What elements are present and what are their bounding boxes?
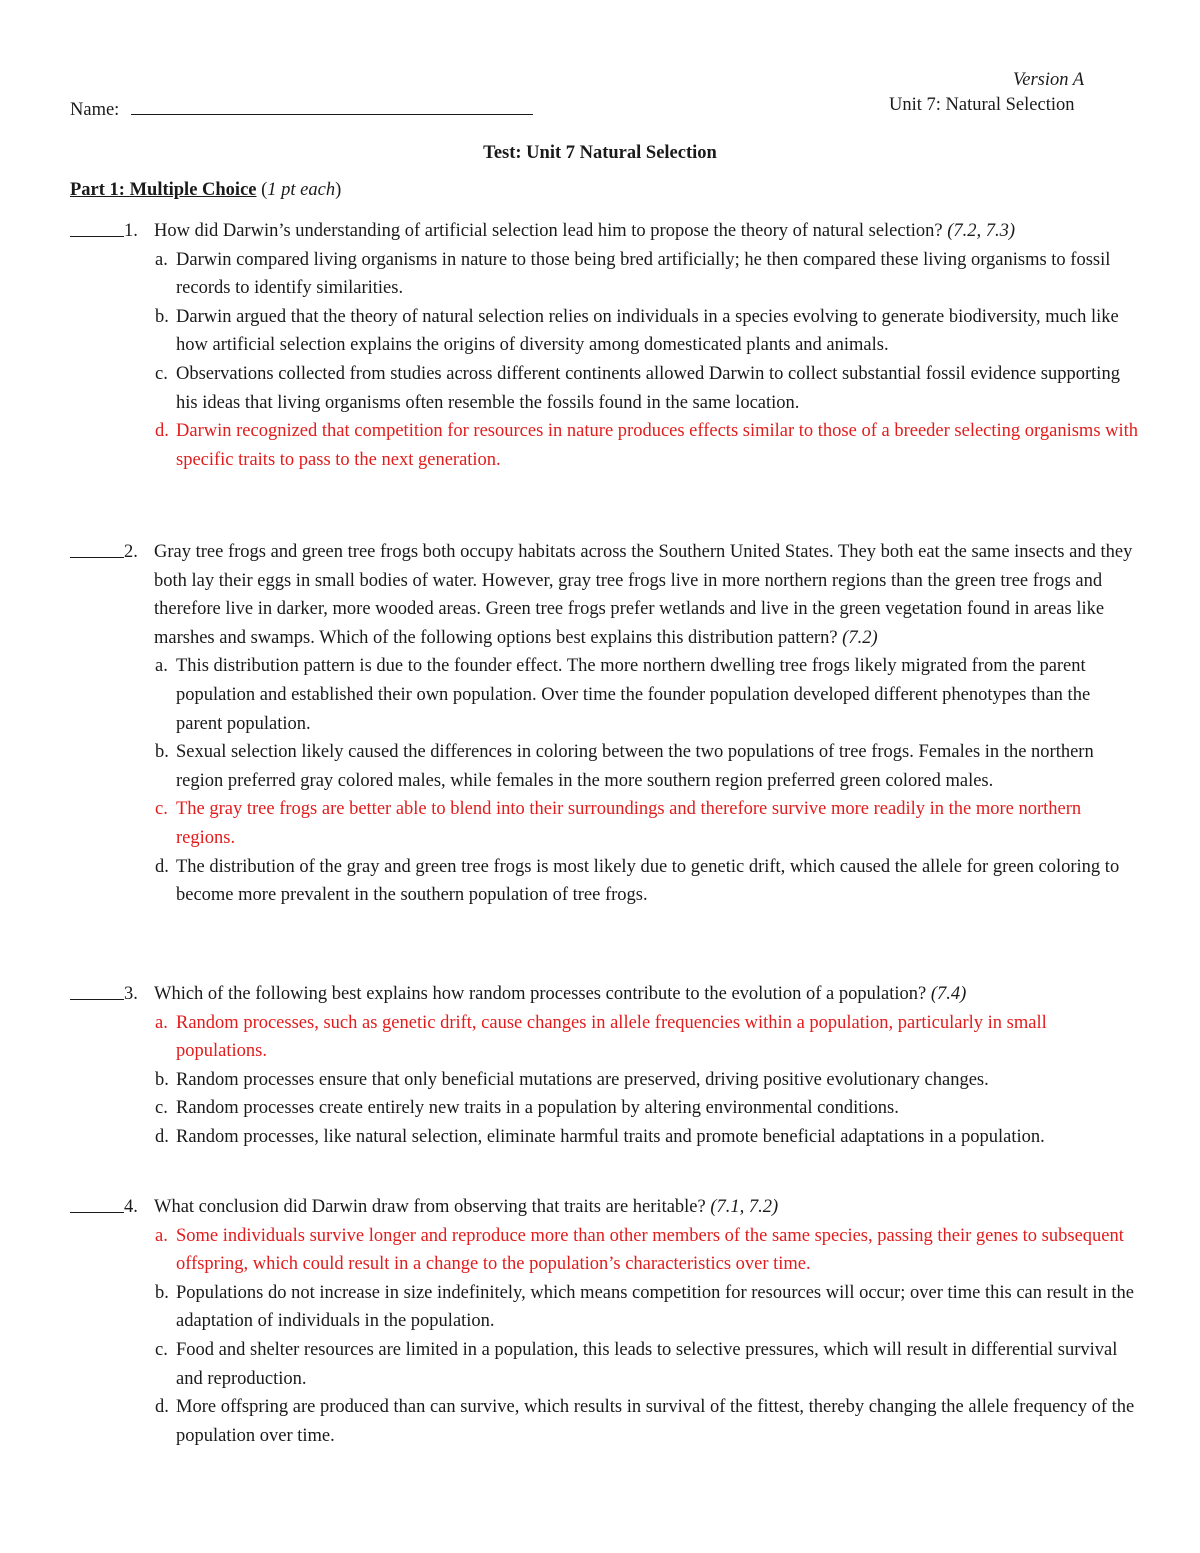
option-d-correct: d. Darwin recognized that competition for resources in nature produces effects similar to those of a breeder selecting organisms with specific traits to pass to the next generation.	[155, 421, 1139, 470]
standard-ref: (7.1, 7.2)	[710, 1197, 779, 1217]
version-label: Version A	[1013, 70, 1085, 90]
question-text: Gray tree frogs and green tree frogs both occupy habitats across the Southern United States. They both eat the same insects and they both lay their eggs in small bodies of water. However, gray tree frogs live in more northern regions than the green tree frogs and therefore live in darker, more wooded areas. Green tree frogs prefer wetlands and live in the green vegetation found in areas like marshes and swamps. Which of the following options best explains this distribution pattern? (7.2)	[154, 542, 1133, 648]
name-row	[70, 95, 533, 121]
part-title: Part 1: Multiple Choice	[70, 180, 257, 200]
points-open: (	[256, 180, 268, 200]
question-1	[70, 217, 1140, 474]
points-close: )	[335, 180, 342, 200]
standard-ref: (7.2)	[842, 627, 878, 648]
question-text: How did Darwin’s understanding of artificial selection lead him to propose the theory of natural selection? (7.2, 7.3)	[154, 221, 1016, 241]
answer-blank[interactable]	[70, 538, 124, 558]
question-text: What conclusion did Darwin draw from observing that traits are heritable? (7.1, 7.2)	[154, 1197, 779, 1217]
option-b: b. Darwin argued that the theory of natural selection relies on individuals in a species evolving to generate biodiversity, much like how artificial selection explains the origins of diversity among domesticated plants and animals.	[155, 306, 1119, 356]
option-c: c. Food and shelter resources are limited in a population, this leads to selective pressures, which will result in differential survival and reproduction.	[155, 1339, 1118, 1389]
answer-blank[interactable]	[70, 980, 124, 1000]
option-a: a. This distribution pattern is due to the founder effect. The more northern dwelling tree frogs likely migrated from the parent population and established their own population. Over time the founder population developed different phenotypes than the parent population.	[155, 656, 1091, 734]
points-note: 1 pt each	[267, 180, 336, 200]
option-a-correct: a. Some individuals survive longer and reproduce more than other members of the same species, passing their genes to subsequent offspring, which could result in a change to the population’s characteristics over time.	[155, 1225, 1124, 1275]
option-c: c. Random processes create entirely new traits in a population by altering environmental conditions.	[155, 1098, 899, 1119]
option-c-correct: c. The gray tree frogs are better able to blend into their surroundings and therefore survive more readily in the more northern regions.	[155, 799, 1082, 848]
option-d: d. Random processes, like natural selection, eliminate harmful traits and promote beneficial adaptations in a population.	[155, 1126, 1045, 1147]
part-heading	[70, 180, 341, 201]
option-b: b. Random processes ensure that only beneficial mutations are preserved, driving positive evolutionary changes.	[155, 1069, 989, 1090]
question-2	[70, 538, 1140, 910]
standard-ref: (7.2, 7.3)	[947, 221, 1016, 241]
option-a-correct: a. Random processes, such as genetic drift, cause changes in allele frequencies within a population, particularly in small populations.	[155, 1012, 1047, 1062]
option-c: c. Observations collected from studies across different continents allowed Darwin to collect substantial fossil evidence supporting his ideas that living organisms often resemble the fossils found in the same location.	[155, 363, 1120, 413]
question-number: 4.	[124, 1197, 138, 1217]
question-3	[70, 980, 1140, 1152]
question-4	[70, 1193, 1140, 1450]
question-text: Which of the following best explains how random processes contribute to the evolution of a population? (7.4)	[154, 984, 967, 1004]
name-blank-line[interactable]	[131, 95, 533, 115]
unit-label: Unit 7: Natural Selection	[889, 95, 1075, 115]
name-label: Name:	[70, 100, 120, 120]
question-number: 2.	[124, 542, 138, 562]
option-a: a. Darwin compared living organisms in nature to those being bred artificially; he then compared these living organisms to fossil records to identify similarities.	[155, 249, 1111, 299]
option-d: d. The distribution of the gray and green tree frogs is most likely due to genetic drift, which caused the allele for green coloring to become more prevalent in the southern population of tree frogs.	[155, 856, 1120, 906]
answer-blank[interactable]	[70, 217, 124, 237]
standard-ref: (7.4)	[930, 984, 967, 1004]
question-number: 1.	[124, 221, 138, 241]
question-number: 3.	[124, 984, 138, 1004]
answer-blank[interactable]	[70, 1193, 124, 1213]
option-d: d. More offspring are produced than can survive, which results in survival of the fittest, thereby changing the allele frequency of the population over time.	[155, 1397, 1135, 1446]
test-title: Test: Unit 7 Natural Selection	[483, 143, 717, 163]
option-b: b. Sexual selection likely caused the differences in coloring between the two populations of tree frogs. Females in the northern region preferred gray colored males, while females in the more southern region preferred green colored males.	[155, 742, 1094, 791]
option-b: b. Populations do not increase in size indefinitely, which means competition for resources will occur; over time this can result in the adaptation of individuals in the population.	[155, 1282, 1134, 1332]
